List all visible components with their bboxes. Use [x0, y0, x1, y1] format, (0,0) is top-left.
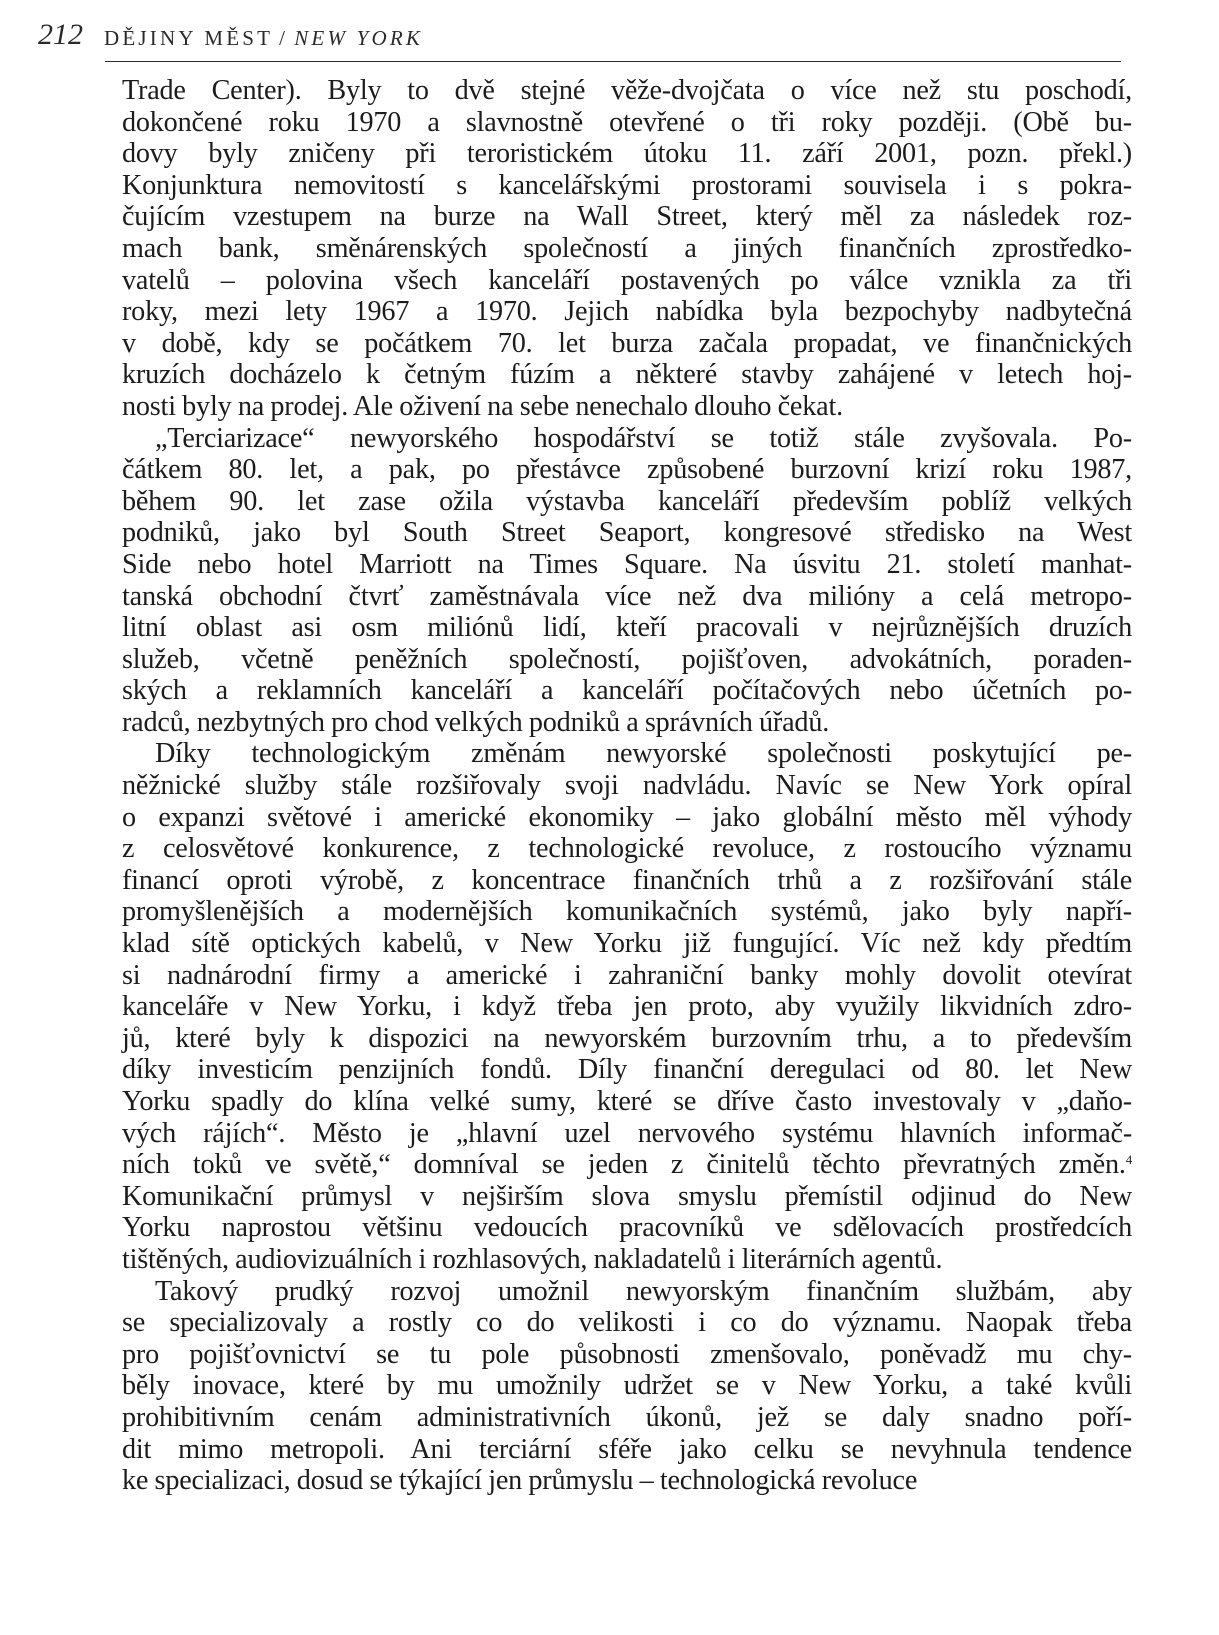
text-line: Yorku naprostou většinu vedoucích pracovníků ve sdělovacích prostředcích — [122, 1212, 1132, 1244]
text-line: podniků, jako byl South Street Seaport, kongresové středisko na West — [122, 517, 1132, 549]
text-line: Takový prudký rozvoj umožnil newyorským finančním službám, aby — [155, 1275, 1132, 1307]
header-rule — [105, 61, 1121, 62]
text-line: díky investicím penzijních fondů. Díly finanční deregulaci od 80. let New — [122, 1054, 1132, 1086]
text-line: dokončené roku 1970 a slavnostně otevřené o tři roky později. (Obě bu- — [122, 106, 1132, 138]
text-line: z celosvětové konkurence, z technologické revoluce, z rostoucího významu — [122, 833, 1132, 865]
book-title: NEW YORK — [294, 26, 424, 50]
text-line: Komunikační průmysl v nejširším slova smyslu přemístil odjinud do New — [122, 1180, 1132, 1212]
text-line: mach bank, směnárenských společností a jiných finančních zprostředko- — [122, 232, 1132, 264]
footnote-marker[interactable]: 4 — [1125, 1152, 1132, 1168]
text-line: litní oblast asi osm miliónů lidí, kteří pracovali v nejrůznějších druzích — [122, 612, 1132, 644]
text-line: o expanzi světové i americké ekonomiky – jako globální město měl výhody — [122, 801, 1132, 833]
text-line: tištěných, audiovizuálních i rozhlasových, nakladatelů i literárních agentů. — [122, 1243, 943, 1275]
text-line: čujícím vzestupem na burze na Wall Street, který měl za následek roz- — [122, 201, 1132, 233]
text-line: ských a reklamních kanceláří a kanceláří počítačových nebo účetních po- — [122, 675, 1132, 707]
text-line: klad sítě optických kabelů, v New Yorku již fungující. Víc než kdy předtím — [122, 928, 1132, 960]
text-line: jů, které byly k dispozici na newyorském burzovním trhu, a to především — [122, 1022, 1132, 1054]
text-line: Side nebo hotel Marriott na Times Square. Na úsvitu 21. století manhat- — [122, 548, 1132, 580]
paragraph — [122, 75, 1132, 423]
text-line: ke specializaci, dosud se týkající jen průmyslu – technologická revoluce — [122, 1465, 918, 1497]
series-title: DĚJINY MĚST — [104, 26, 274, 50]
text-line: „Terciarizace“ newyorského hospodářství se totiž stále zvyšovala. Po- — [155, 422, 1132, 454]
title-separator: / — [279, 26, 289, 50]
text-line: kruzích docházelo k četným fúzím a některé stavby zahájené v letech hoj- — [122, 359, 1132, 391]
text-line: si nadnárodní firmy a americké i zahraniční banky mohly dovolit otevírat — [122, 959, 1132, 991]
text-line: roky, mezi lety 1967 a 1970. Jejich nabídka byla bezpochyby nadbytečná — [122, 296, 1132, 328]
page-number: 212 — [38, 18, 83, 51]
text-line: Konjunktura nemovitostí s kancelářskými prostorami souvisela i s pokra- — [122, 169, 1132, 201]
paragraph — [122, 1276, 1132, 1497]
text-line: Yorku spadly do klína velké sumy, které se dříve často investovaly v „daňo- — [122, 1086, 1132, 1117]
text-line: nosti byly na prodej. Ale oživení na sebe nenechalo dlouho čekat. — [122, 390, 843, 422]
text-line: během 90. let zase ožila výstavba kanceláří především poblíž velkých — [122, 485, 1132, 517]
text-line: ních toků ve světě,“ domníval se jeden z činitelů těchto převratných změn.$^4$ — [122, 1149, 1132, 1181]
text-line: v době, kdy se počátkem 70. let burza začala propadat, ve finančnických — [122, 327, 1132, 359]
body-text — [122, 75, 1132, 1497]
text-line: radců, nezbytných pro chod velkých podniků a správních úřadů. — [122, 706, 830, 738]
text-line: dovy byly zničeny při teroristickém útoku 11. září 2001, pozn. překl.) — [122, 138, 1132, 170]
text-line: dit mimo metropoli. Ani terciární sféře jako celku se nevyhnula tendence — [122, 1433, 1132, 1465]
text-line: něžnické služby stále rozšiřovaly svoji nadvládu. Navíc se New York opíral — [122, 770, 1132, 802]
text-line: kanceláře v New Yorku, i když třeba jen proto, aby využily likvidních zdro- — [122, 991, 1132, 1023]
text-line: tanská obchodní čtvrť zaměstnávala více než dva milióny a celá metropo- — [122, 580, 1132, 612]
text-line: vých rájích“. Město je „hlavní uzel nervového systému hlavních informač- — [122, 1117, 1132, 1149]
text-line: běly inovace, které by mu umožnily udržet se v New Yorku, a také kvůli — [122, 1370, 1132, 1402]
paragraph — [122, 423, 1132, 739]
text-line: prohibitivním cenám administrativních úkonů, jež se daly snadno poří- — [122, 1401, 1132, 1433]
paragraph — [122, 738, 1132, 1275]
text-line: promyšlenějších a modernějších komunikačních systémů, jako byly napří- — [122, 896, 1132, 928]
text-line: čátkem 80. let, a pak, po přestávce způsobené burzovní krizí roku 1987, — [122, 454, 1132, 486]
text-line: se specializovaly a rostly co do velikosti i co do významu. Naopak třeba — [122, 1307, 1132, 1339]
text-line: pro pojišťovnictví se tu pole působnosti zmenšovalo, poněvadž mu chy- — [122, 1338, 1132, 1370]
text-line: financí oproti výrobě, z koncentrace finančních trhů a z rozšiřování stále — [122, 864, 1132, 896]
text-line: Trade Center). Byly to dvě stejné věže-dvojčata o více než stu poschodí, — [122, 75, 1132, 106]
text-line: vatelů – polovina všech kanceláří postavených po válce vznikla za tři — [122, 264, 1132, 296]
running-head-title — [104, 26, 423, 51]
text-line: služeb, včetně peněžních společností, pojišťoven, advokátních, poraden- — [122, 643, 1132, 675]
text-line: Díky technologickým změnám newyorské společnosti poskytující pe- — [155, 738, 1132, 770]
